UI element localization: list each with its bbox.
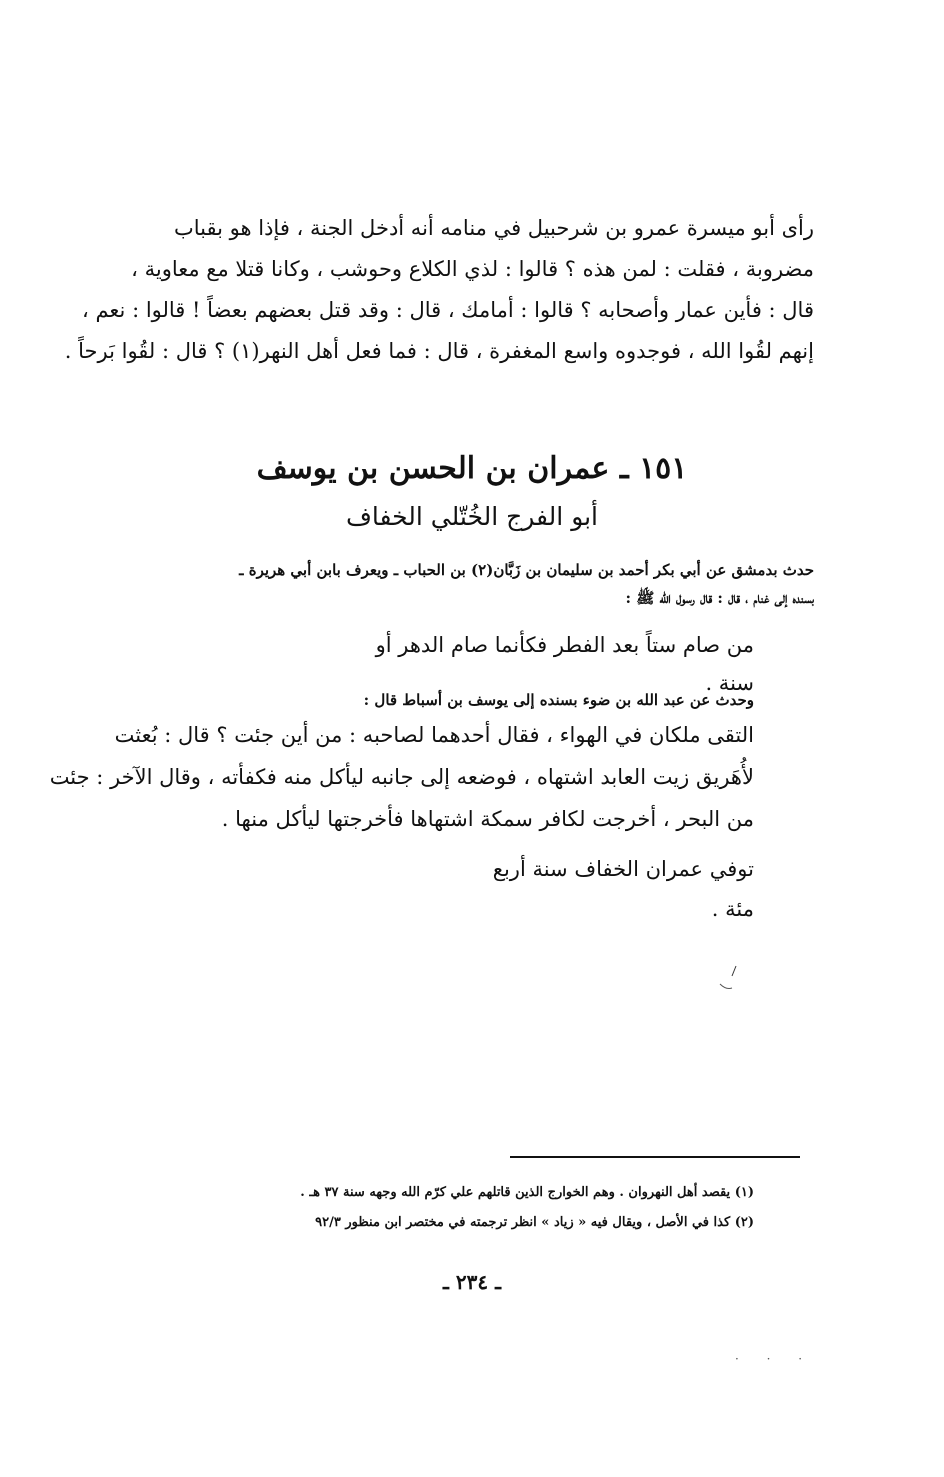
- footnote: (٢) كذا في الأصل ، ويقال فيه « زياد » انظر ترجمته في مختصر ابن منظور ٩٢/٣: [315, 1215, 754, 1230]
- footnotes: [270, 1178, 754, 1238]
- second-narration-intro: وحدث عن عبد الله بن ضوء بسنده إلى يوسف بن أسباط قال :: [363, 691, 754, 709]
- footnote: (١) يقصد أهل النهروان . وهم الخوارج الذين قاتلهم علي كرّم الله وجهه سنة ٣٧ هـ .: [300, 1185, 754, 1200]
- top-paragraph: [64, 208, 814, 372]
- narration-line: لأُهَريق زيت العابد اشتهاه ، فوضعه إلى جانبه ليأكل منه فكفأته ، وقال الآخر : جئت: [49, 765, 754, 789]
- second-narration-text: [49, 714, 754, 840]
- footnote-divider: [510, 1156, 800, 1158]
- entry-title: ١٥١ ـ عمران بن الحسن بن يوسف: [256, 451, 688, 486]
- pen-stroke-mark: [718, 964, 740, 994]
- hadith-intro-line: بسنده إلى غنام ، قال : قال رسول الله ﷺ :: [625, 589, 814, 607]
- hadith-intro: [115, 556, 814, 612]
- paragraph-line: إنهم لقُوا الله ، فوجدوه واسع المغفرة ، قال : فما فعل أهل النهر(١) ؟ قال : لقُوا بَرحاً .: [64, 339, 814, 363]
- hadith-intro-line: حدث بدمشق عن أبي بكر أحمد بن سليمان بن زَبَّان(٢) بن الحباب ـ ويعرف بابن أبي هريرة ـ: [239, 561, 814, 579]
- narration-line: من البحر ، أخرجت لكافر سمكة اشتهاها فأخرجتها ليأكل منها .: [221, 807, 754, 831]
- paragraph-line: قال : فأين عمار وأصحابه ؟ قالوا : أمامك ، قال : وقد قتل بعضهم بعضاً ! قالوا : نعم ،: [81, 298, 814, 322]
- page-number: ـ ٢٣٤ ـ: [443, 1270, 501, 1294]
- narration-line: التقى ملكان في الهواء ، فقال أحدهما لصاحبه : من أين جئت ؟ قال : بُعثت: [114, 723, 754, 747]
- scan-specks: · · ·: [735, 1352, 815, 1366]
- paragraph-line: رأى أبو ميسرة عمرو بن شرحبيل في منامه أنه أدخل الجنة ، فإذا هو بقباب: [174, 216, 814, 240]
- death-note: توفي عمران الخفاف سنة أربع مئة .: [492, 857, 754, 921]
- paragraph-line: مضروبة ، فقلت : لمن هذه ؟ قالوا : لذي الكلاع وحوشب ، وكانا قتلا مع معاوية ،: [131, 257, 814, 281]
- hadith-text: من صام ستاً بعد الفطر فكأنما صام الدهر أو سنة .: [375, 633, 754, 695]
- entry-subtitle: أبو الفرج الخُتّلي الخفاف: [345, 502, 599, 531]
